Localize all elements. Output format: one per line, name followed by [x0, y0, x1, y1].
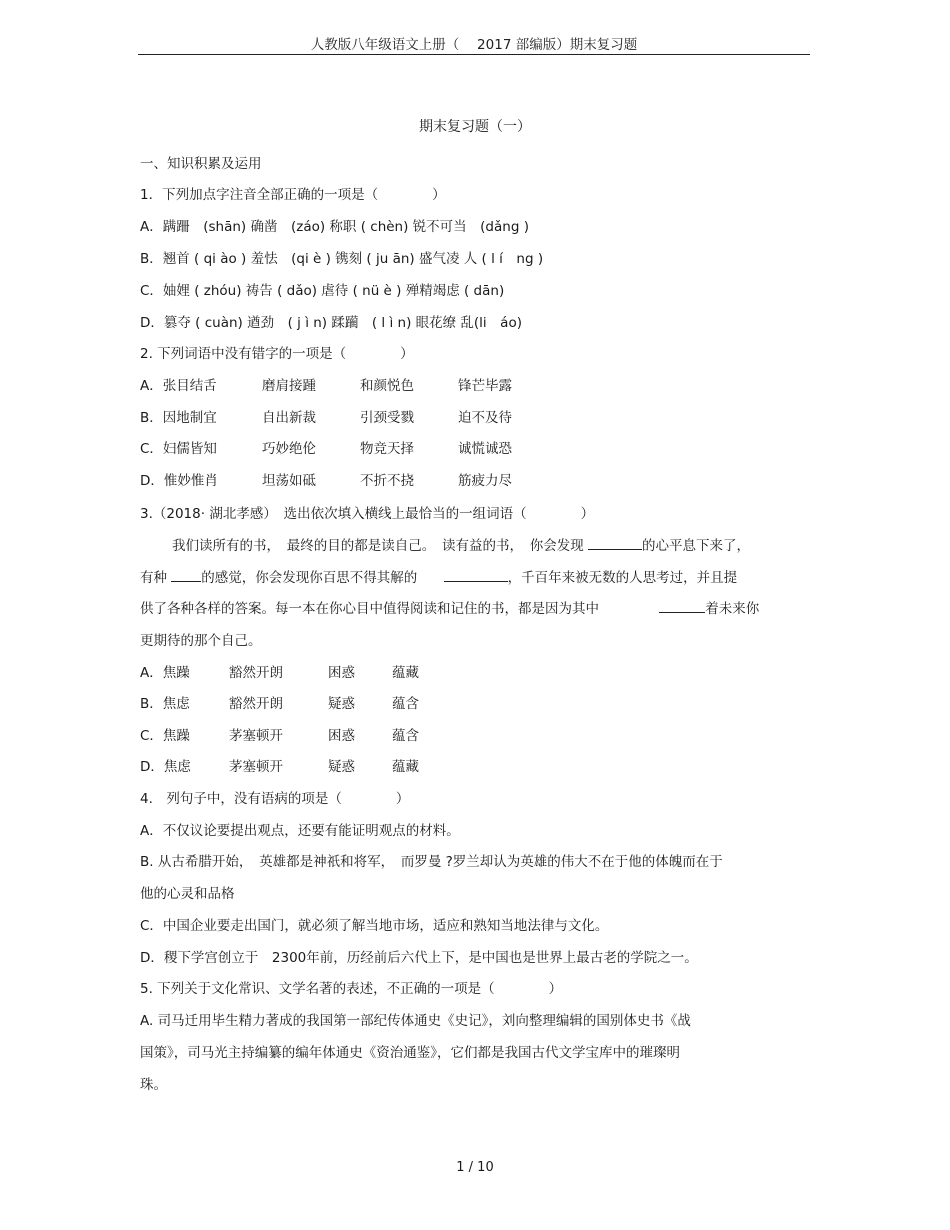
option-word: B．焦虑 [140, 696, 190, 712]
passage-text: 着未来你 [705, 601, 760, 617]
question-1-option-c: C．妯娌 ( zhóu) 祷告 ( dǎo) 虐待 ( nü è ) 殚精竭虑 ( dān) [140, 283, 505, 299]
question-4-option-c: C．中国企业要走出国门，就必须了解当地市场，适应和熟知当地法律与文化。 [140, 918, 609, 934]
option-word: D．惟妙惟肖 [140, 473, 218, 489]
option-word: 蕴藏 [392, 759, 419, 775]
option-word: 疑惑 [328, 759, 355, 775]
option-word: 不折不挠 [360, 473, 414, 489]
passage-text: 的感觉，你会发现你百思不得其解的 [201, 570, 418, 586]
page-number: 1 / 10 [456, 1160, 494, 1175]
option-word: 自出新裁 [262, 410, 316, 426]
question-1-option-d: D．篡夺 ( cuàn) 遒劲 ( j ì n) 蹂躏 ( l ì n) 眼花缭 乱(li áo) [140, 315, 522, 331]
question-1-stem: 1．下列加点字注音全部正确的一项是（ ） [140, 187, 446, 203]
passage-text: 有种 [140, 570, 167, 586]
option-word: 筋疲力尽 [458, 473, 512, 489]
header-rule [138, 54, 810, 55]
passage-text: 我们读所有的书， 最终的目的都是读自己。 读有益的书， 你会发现 [172, 538, 584, 554]
passage-text: ，千百年来被无数的人思考过，并且提 [507, 570, 738, 586]
fill-blank[interactable] [659, 599, 705, 613]
question-5-option-a: A. 司马迁用毕生精力著成的我国第一部纪传体通史《史记》，刘向整理编辑的国别体史书《战 [140, 1013, 691, 1029]
option-word: 困惑 [328, 728, 355, 744]
option-word: 茅塞顿开 [229, 759, 283, 775]
passage-line: 更期待的那个自己。 [140, 633, 262, 649]
passage-text: 的心平息下来了， [642, 538, 751, 554]
option-word: B．因地制宜 [140, 410, 217, 426]
fill-blank[interactable] [444, 568, 508, 582]
question-5-option-a-cont: 珠。 [140, 1077, 167, 1093]
question-4-stem: 4. 列句子中，没有语病的项是（ ） [140, 791, 410, 807]
option-word: C．焦躁 [140, 728, 190, 744]
option-word: A．张目结舌 [140, 378, 217, 394]
option-word: 豁然开朗 [229, 696, 283, 712]
question-4-option-d: D．稷下学宫创立于 2300年前，历经前后六代上下，是中国也是世界上最古老的学院之一。 [140, 950, 698, 966]
question-2-stem: 2. 下列词语中没有错字的一项是（ ） [140, 346, 414, 362]
option-word: 蕴含 [392, 728, 419, 744]
passage-line [140, 597, 759, 617]
passage-line [172, 534, 750, 554]
question-1-option-b: B．翘首 ( qi ào ) 羞怯 (qi è ) 镌刻 ( ju ān) 盛气凌 人 ( l í ng ) [140, 251, 544, 267]
option-word: 困惑 [328, 665, 355, 681]
option-word: 物竞天择 [360, 441, 414, 457]
option-word: A．焦躁 [140, 665, 190, 681]
option-word: 巧妙绝伦 [262, 441, 316, 457]
option-word: 茅塞顿开 [229, 728, 283, 744]
running-header: 人教版八年级语文上册（ 2017 部编版）期末复习题 [310, 37, 638, 53]
option-word: 蕴含 [392, 696, 419, 712]
option-word: 锋芒毕露 [458, 378, 512, 394]
passage-text: 供了各种各样的答案。每一本在你心目中值得阅读和记住的书，都是因为其中 [140, 601, 599, 617]
option-word: 豁然开朗 [229, 665, 283, 681]
option-word: 引颈受戮 [360, 410, 414, 426]
option-word: 蕴藏 [392, 665, 419, 681]
question-3-stem: 3.（2018· 湖北孝感） 选出依次填入横线上最恰当的一组词语（ ） [140, 506, 595, 522]
page-title: 期末复习题（一） [419, 119, 531, 135]
option-word: C．妇儒皆知 [140, 441, 217, 457]
option-word: 诚慌诚恐 [458, 441, 512, 457]
fill-blank[interactable] [588, 536, 642, 550]
option-word: 磨肩接踵 [262, 378, 316, 394]
option-word: 疑惑 [328, 696, 355, 712]
question-1-option-a: A．蹒跚 (shān) 确凿 (záo) 称职 ( chèn) 锐不可当 (dǎng ) [140, 219, 529, 235]
option-word: 坦荡如砥 [262, 473, 316, 489]
question-4-option-b-cont: 他的心灵和品格 [140, 886, 235, 902]
question-4-option-a: A．不仅议论要提出观点，还要有能证明观点的材料。 [140, 823, 460, 839]
question-5-option-a-cont: 国策》，司马光主持编纂的编年体通史《资治通鉴》，它们都是我国古代文学宝库中的璀璨明 [140, 1045, 680, 1061]
question-5-stem: 5. 下列关于文化常识、文学名著的表述，不正确的一项是（ ） [140, 981, 563, 997]
passage-line [140, 566, 737, 586]
option-word: 迫不及待 [458, 410, 512, 426]
option-word: D．焦虑 [140, 759, 191, 775]
question-4-option-b: B. 从古希腊开始， 英雄都是神祇和将军， 而罗曼 ?罗兰却认为英雄的伟大不在于他的体魄而在于 [140, 854, 723, 870]
fill-blank[interactable] [171, 568, 201, 582]
option-word: 和颜悦色 [360, 378, 414, 394]
section-heading: 一、知识积累及运用 [140, 156, 262, 172]
